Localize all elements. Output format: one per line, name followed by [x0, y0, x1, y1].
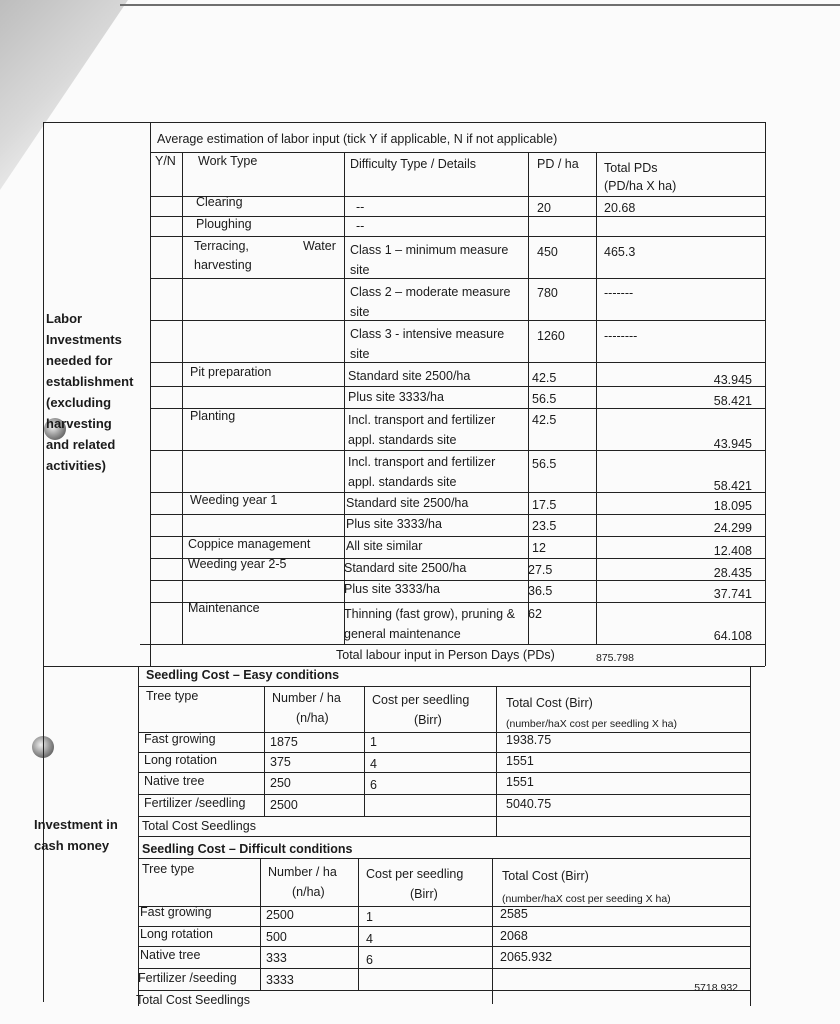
total-labour-value: 875.798 — [596, 652, 634, 664]
work-type: Weeding year 1 — [190, 493, 278, 507]
detail: Plus site 3333/ha — [344, 582, 440, 596]
detail: -- — [356, 200, 365, 214]
cost-seedling: 6 — [366, 953, 373, 967]
easy-header-cost2: (Birr) — [414, 713, 442, 727]
easy-header-total: Total Cost (Birr) — [506, 696, 593, 710]
total-cost: 1938.75 — [506, 733, 552, 747]
difficult-header-total2: (number/haX cost per seeding X ha) — [502, 893, 671, 905]
detail: Standard site 2500/ha — [346, 496, 469, 510]
labor-caption: Average estimation of labor input (tick Y if applicable, N if not applicable) — [157, 132, 558, 146]
tree-type: Long rotation — [140, 927, 213, 941]
cost-seedling: 1 — [366, 910, 373, 924]
easy-title: Seedling Cost – Easy conditions — [146, 668, 340, 682]
pd-value: 42.5 — [532, 371, 557, 385]
work-type: Terracing, — [194, 239, 249, 253]
num-ha: 3333 — [266, 973, 294, 987]
tree-type: Native tree — [144, 774, 205, 788]
cost-seedling: 4 — [370, 757, 377, 771]
pd-value: 780 — [537, 286, 558, 300]
work-type: Ploughing — [196, 217, 252, 231]
tree-type: Fertilizer /seedling — [144, 796, 246, 810]
pd-value: 1260 — [537, 329, 565, 343]
header-difficulty: Difficulty Type / Details — [350, 157, 476, 171]
easy-header-tree: Tree type — [146, 689, 199, 703]
total-value: 465.3 — [604, 245, 636, 259]
total-value: 28.435 — [713, 566, 752, 580]
pd-value: 36.5 — [528, 584, 553, 598]
work-type-3: harvesting — [194, 258, 252, 272]
total-value: 18.095 — [713, 499, 752, 513]
difficult-title: Seedling Cost – Difficult conditions — [142, 842, 353, 856]
total-value: 64.108 — [713, 629, 752, 643]
easy-header-cost: Cost per seedling — [372, 693, 470, 707]
total-cost: 5718.932 — [694, 982, 738, 994]
outer-border — [43, 122, 44, 1002]
detail: Standard site 2500/ha — [344, 561, 467, 575]
total-value: 37.741 — [713, 587, 752, 601]
total-cost: 1551 — [506, 754, 534, 768]
detail: Incl. transport and fertilizer appl. standards site — [348, 413, 496, 447]
tree-type: Native tree — [140, 948, 201, 962]
pd-value: 17.5 — [532, 498, 557, 512]
detail: Class 3 - intensive measure site — [350, 327, 505, 361]
total-labour-label: Total labour input in Person Days (PDs) — [336, 648, 555, 662]
easy-total-label: Total Cost Seedlings — [142, 819, 256, 833]
detail: Standard site 2500/ha — [348, 369, 471, 383]
detail: Thinning (fast grow), pruning & general maintenance — [344, 607, 515, 641]
difficult-header-cost2: (Birr) — [410, 887, 438, 901]
num-ha: 2500 — [266, 908, 294, 922]
detail: Plus site 3333/ha — [346, 517, 442, 531]
header-total-pds-sub: (PD/ha X ha) — [604, 179, 677, 193]
work-type: Clearing — [196, 195, 243, 209]
tree-type: Fertilizer /seeding — [138, 971, 237, 985]
difficult-header-num: Number / ha — [268, 865, 337, 879]
tree-type: Fast growing — [140, 905, 212, 919]
easy-header-total2: (number/haX cost per seedling X ha) — [506, 718, 678, 730]
tree-type: Fast growing — [144, 732, 216, 746]
page-edge — [120, 4, 840, 6]
easy-header-num2: (n/ha) — [296, 711, 329, 725]
difficult-header-cost: Cost per seedling — [366, 867, 464, 881]
easy-header-num: Number / ha — [272, 691, 341, 705]
page-fold — [0, 0, 128, 190]
cash-side-label: Investment in cash money — [34, 817, 118, 853]
detail: Class 1 – minimum measure site — [350, 243, 509, 277]
work-type: Weeding year 2-5 — [188, 557, 287, 571]
work-type: Planting — [190, 409, 236, 423]
pd-value: 450 — [537, 245, 558, 259]
total-cost: 2065.932 — [500, 950, 553, 964]
total-cost: 5040.75 — [506, 797, 552, 811]
total-value: 43.945 — [713, 437, 752, 451]
total-cost: 2585 — [500, 907, 528, 921]
work-type: Maintenance — [188, 601, 260, 615]
num-ha: 500 — [266, 930, 287, 944]
total-value: 43.945 — [713, 373, 752, 387]
total-value: ------- — [604, 286, 634, 300]
pd-value: 23.5 — [532, 519, 557, 533]
difficult-header-total: Total Cost (Birr) — [502, 869, 589, 883]
detail: Class 2 – moderate measure site — [350, 285, 511, 319]
difficult-header-num2: (n/ha) — [292, 885, 325, 899]
num-ha: 333 — [266, 951, 287, 965]
num-ha: 1875 — [270, 735, 298, 749]
header-pd-ha: PD / ha — [537, 157, 579, 171]
header-yn: Y/N — [155, 154, 176, 168]
work-type: Pit preparation — [190, 365, 272, 379]
num-ha: 375 — [270, 755, 291, 769]
detail: All site similar — [346, 539, 423, 553]
pd-value: 56.5 — [532, 457, 557, 471]
total-cost: 1551 — [506, 775, 534, 789]
detail: -- — [356, 219, 365, 233]
difficult-total-label: Total Cost Seedlings — [136, 993, 250, 1007]
pd-value: 20 — [537, 201, 551, 215]
pd-value: 42.5 — [532, 413, 557, 427]
tree-type: Long rotation — [144, 753, 217, 767]
difficult-header-tree: Tree type — [142, 862, 195, 876]
total-value: 12.408 — [713, 544, 752, 558]
total-value: -------- — [604, 329, 638, 343]
total-value: 58.421 — [713, 394, 752, 408]
pd-value: 62 — [528, 607, 542, 621]
cost-seedling: 4 — [366, 932, 373, 946]
total-value: 24.299 — [713, 521, 752, 535]
work-type-2: Water — [303, 239, 336, 253]
total-value: 20.68 — [604, 201, 636, 215]
detail: Plus site 3333/ha — [348, 390, 444, 404]
num-ha: 2500 — [270, 798, 298, 812]
header-work-type: Work Type — [198, 154, 258, 168]
work-type: Coppice management — [188, 537, 311, 551]
labor-side-label: Labor Investments needed for establishment (excluding harvesting and related activities) — [46, 311, 134, 473]
pd-value: 56.5 — [532, 392, 557, 406]
total-value: 58.421 — [713, 479, 752, 493]
cost-seedling: 1 — [370, 735, 377, 749]
pd-value: 12 — [532, 541, 546, 555]
cost-seedling: 6 — [370, 778, 377, 792]
total-cost: 2068 — [500, 929, 528, 943]
detail: Incl. transport and fertilizer appl. standards site — [348, 455, 496, 489]
pd-value: 27.5 — [528, 563, 553, 577]
num-ha: 250 — [270, 776, 291, 790]
header-total-pds: Total PDs — [604, 161, 658, 175]
